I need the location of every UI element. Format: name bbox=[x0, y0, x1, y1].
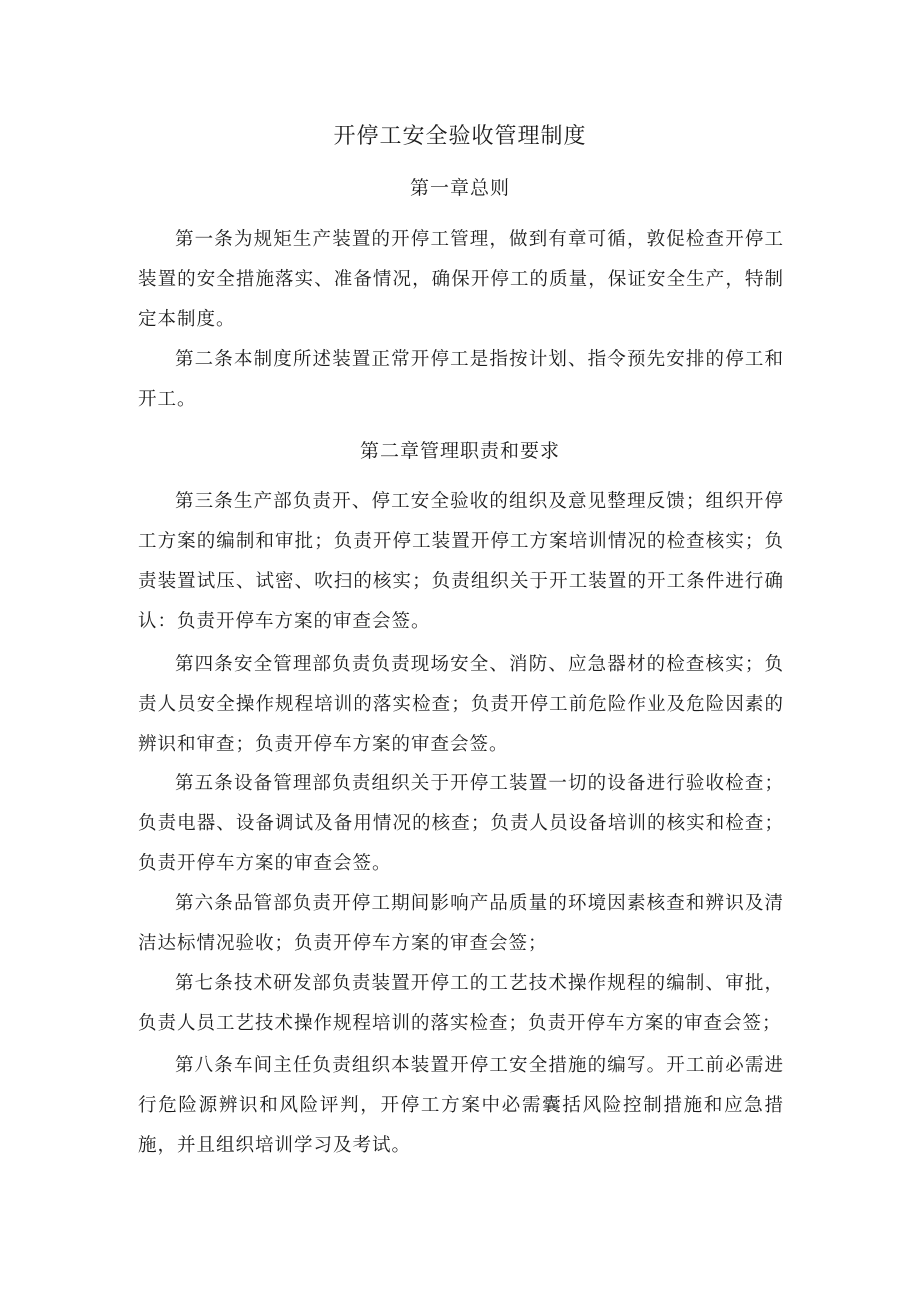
article-2: 第二条本制度所述装置正常开停工是指按计划、指令预先安排的停工和开工。 bbox=[138, 349, 784, 410]
document-title: 开停工安全验收管理制度 bbox=[333, 124, 587, 149]
chapter-heading-1: 第一章总则 bbox=[409, 177, 510, 199]
article-1: 第一条为规矩生产装置的开停工管理，做到有章可循，敦促检查开停工装置的安全措施落实、准备情况，确保开停工的质量，保证安全生产，特制定本制度。 bbox=[138, 229, 784, 330]
article-8: 第八条车间主任负责组织本装置开停工安全措施的编写。开工前必需进行危险源辨识和风险评判，开停工方案中必需囊括风险控制措施和应急措施，并且组织培训学习及考试。 bbox=[138, 1055, 784, 1156]
chapter-heading-2: 第二章管理职责和要求 bbox=[359, 440, 560, 462]
article-5: 第五条设备管理部负责组织关于开停工装置一切的设备进行验收检查；负责电器、设备调试及备用情况的核查；负责人员设备培训的核实和检查；负责开停车方案的审查会签。 bbox=[138, 773, 784, 874]
article-7: 第七条技术研发部负责装置开停工的工艺技术操作规程的编制、审批，负责人员工艺技术操作规程培训的落实检查；负责开停车方案的审查会签； bbox=[138, 973, 784, 1034]
article-6: 第六条品管部负责开停工期间影响产品质量的环境因素核查和辨识及清洁达标情况验收；负责开停车方案的审查会签； bbox=[138, 893, 784, 954]
article-3: 第三条生产部负责开、停工安全验收的组织及意见整理反馈；组织开停工方案的编制和审批；负责开停工装置开停工方案培训情况的检查核实；负责装置试压、试密、吹扫的核实；负责组织关于开工装置的开工条件进行确认：负责开停车方案的审查会签。 bbox=[138, 491, 784, 632]
article-4: 第四条安全管理部负责负责现场安全、消防、应急器材的检查核实；负责人员安全操作规程培训的落实检查；负责开停工前危险作业及危险因素的辨识和审查；负责开停车方案的审查会签。 bbox=[138, 654, 784, 755]
